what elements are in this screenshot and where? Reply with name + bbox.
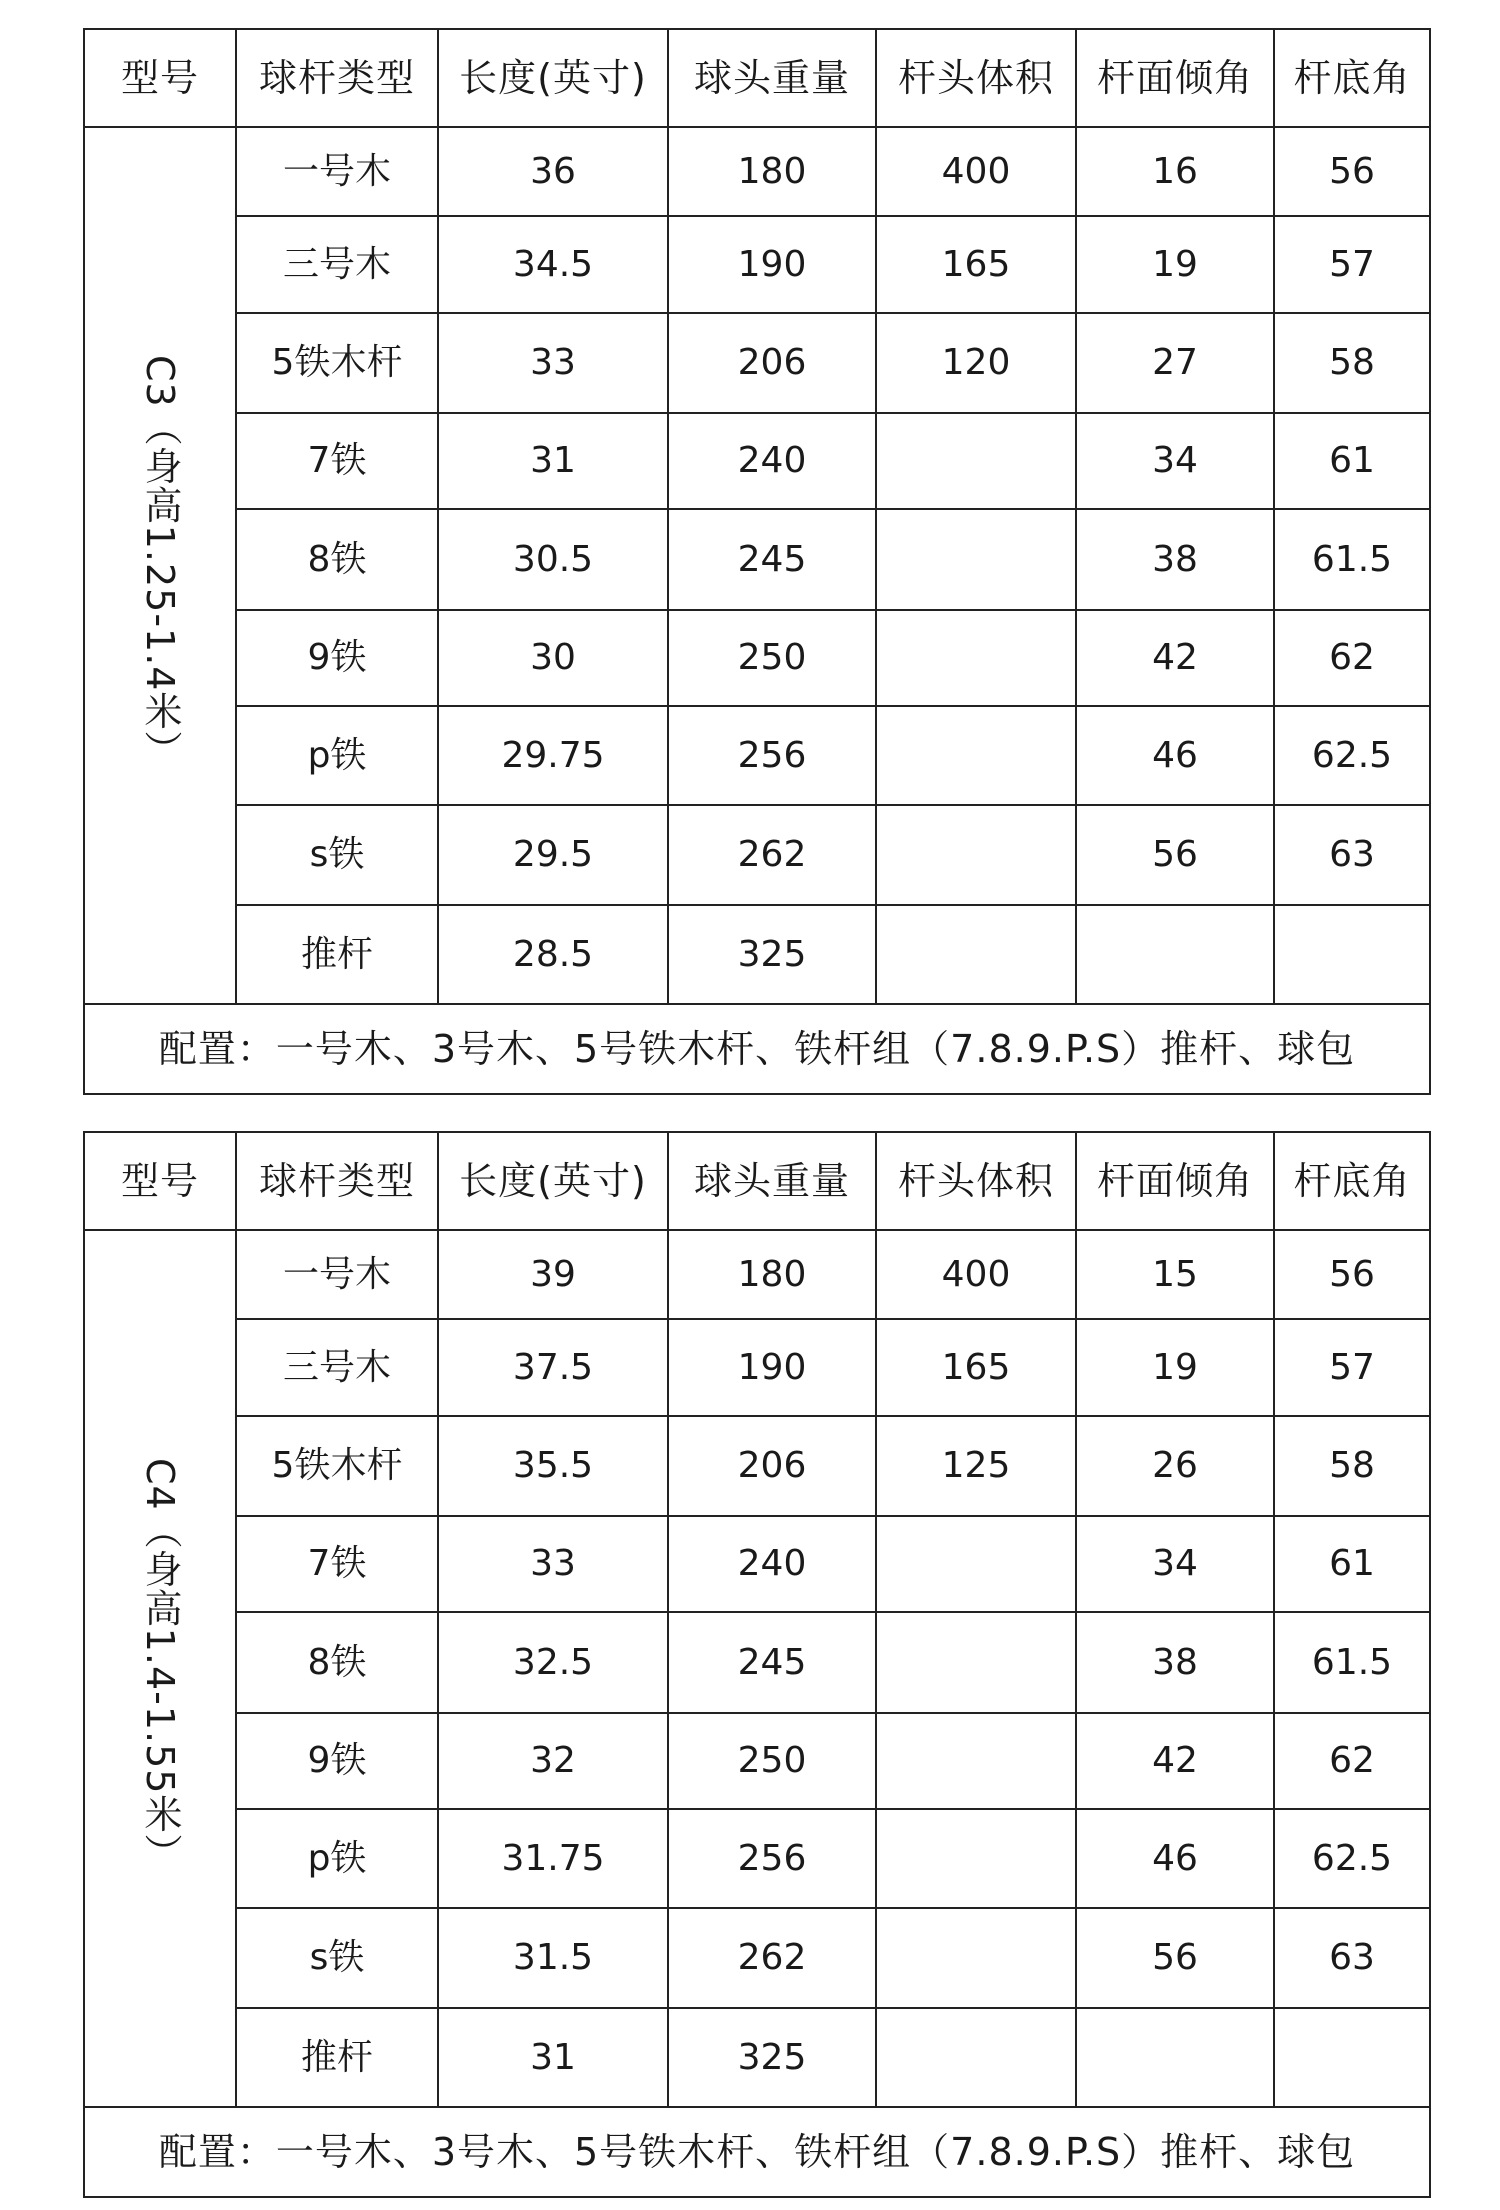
head-weight-cell: 180	[668, 1230, 876, 1319]
table-row	[84, 905, 1430, 1004]
table-row	[84, 2008, 1430, 2107]
loft-cell: 26	[1076, 1416, 1274, 1516]
table-row	[84, 127, 1430, 216]
spec-table-c4	[83, 1131, 1431, 2198]
loft-cell: 38	[1076, 1612, 1274, 1713]
length-cell: 30	[438, 610, 668, 706]
length-cell: 33	[438, 313, 668, 413]
club-type-cell: 一号木	[236, 127, 438, 216]
length-cell: 32.5	[438, 1612, 668, 1713]
head-weight-cell: 262	[668, 1908, 876, 2008]
table-row	[84, 413, 1430, 509]
head-weight-cell: 325	[668, 2008, 876, 2107]
lie-cell: 58	[1274, 313, 1430, 413]
loft-cell: 16	[1076, 127, 1274, 216]
table-row	[84, 1612, 1430, 1713]
length-cell: 36	[438, 127, 668, 216]
loft-cell: 56	[1076, 1908, 1274, 2008]
loft-cell: 42	[1076, 1713, 1274, 1809]
config-text: 配置：一号木、3号木、5号铁木杆、铁杆组（7.8.9.P.S）推杆、球包	[84, 2107, 1430, 2197]
header-lie: 杆底角	[1274, 29, 1430, 127]
table-row	[84, 805, 1430, 905]
loft-cell: 34	[1076, 1516, 1274, 1612]
model-cell	[84, 1230, 236, 2107]
loft-cell: 34	[1076, 413, 1274, 509]
header-head-volume: 杆头体积	[876, 1132, 1076, 1230]
table-row	[84, 1416, 1430, 1516]
lie-cell: 61	[1274, 413, 1430, 509]
loft-cell: 27	[1076, 313, 1274, 413]
head-volume-cell: 165	[876, 216, 1076, 313]
header-length: 长度(英寸)	[438, 1132, 668, 1230]
head-weight-cell: 250	[668, 1713, 876, 1809]
head-weight-cell: 240	[668, 1516, 876, 1612]
length-cell: 39	[438, 1230, 668, 1319]
length-cell: 31	[438, 413, 668, 509]
model-label: C3（身高1.25-1.4米）	[138, 354, 182, 770]
header-loft: 杆面倾角	[1076, 1132, 1274, 1230]
model-label: C4（身高1.4-1.55米）	[138, 1457, 182, 1873]
club-type-cell: 三号木	[236, 216, 438, 313]
lie-cell	[1274, 2008, 1430, 2107]
lie-cell: 61	[1274, 1516, 1430, 1612]
config-row	[84, 1004, 1430, 1094]
head-volume-cell	[876, 2008, 1076, 2107]
length-cell: 31.75	[438, 1809, 668, 1908]
lie-cell: 57	[1274, 216, 1430, 313]
head-volume-cell: 120	[876, 313, 1076, 413]
head-weight-cell: 190	[668, 216, 876, 313]
table-row	[84, 1230, 1430, 1319]
club-type-cell: 推杆	[236, 905, 438, 1004]
lie-cell: 63	[1274, 1908, 1430, 2008]
head-volume-cell	[876, 1516, 1076, 1612]
head-volume-cell: 400	[876, 1230, 1076, 1319]
head-weight-cell: 190	[668, 1319, 876, 1416]
lie-cell: 62	[1274, 610, 1430, 706]
lie-cell: 62.5	[1274, 1809, 1430, 1908]
head-weight-cell: 325	[668, 905, 876, 1004]
loft-cell: 46	[1076, 1809, 1274, 1908]
head-weight-cell: 245	[668, 1612, 876, 1713]
head-volume-cell	[876, 805, 1076, 905]
length-cell: 31	[438, 2008, 668, 2107]
table-row	[84, 216, 1430, 313]
table-row	[84, 1809, 1430, 1908]
lie-cell: 61.5	[1274, 509, 1430, 610]
club-type-cell: 8铁	[236, 1612, 438, 1713]
spec-table-c3	[83, 28, 1431, 1095]
head-volume-cell	[876, 1713, 1076, 1809]
club-type-cell: 7铁	[236, 413, 438, 509]
header-length: 长度(英寸)	[438, 29, 668, 127]
lie-cell: 56	[1274, 127, 1430, 216]
length-cell: 37.5	[438, 1319, 668, 1416]
club-type-cell: 推杆	[236, 2008, 438, 2107]
lie-cell	[1274, 905, 1430, 1004]
head-weight-cell: 206	[668, 1416, 876, 1516]
table-row	[84, 610, 1430, 706]
length-cell: 32	[438, 1713, 668, 1809]
config-text: 配置：一号木、3号木、5号铁木杆、铁杆组（7.8.9.P.S）推杆、球包	[84, 1004, 1430, 1094]
head-volume-cell: 400	[876, 127, 1076, 216]
head-volume-cell	[876, 706, 1076, 805]
head-volume-cell	[876, 905, 1076, 1004]
club-type-cell: 8铁	[236, 509, 438, 610]
table-row	[84, 1516, 1430, 1612]
header-loft: 杆面倾角	[1076, 29, 1274, 127]
length-cell: 30.5	[438, 509, 668, 610]
club-type-cell: s铁	[236, 805, 438, 905]
club-type-cell: 7铁	[236, 1516, 438, 1612]
header-model: 型号	[84, 29, 236, 127]
loft-cell	[1076, 2008, 1274, 2107]
club-type-cell: 5铁木杆	[236, 1416, 438, 1516]
header-row	[84, 1132, 1430, 1230]
loft-cell: 42	[1076, 610, 1274, 706]
length-cell: 34.5	[438, 216, 668, 313]
table-row	[84, 1908, 1430, 2008]
header-head-volume: 杆头体积	[876, 29, 1076, 127]
head-volume-cell	[876, 1612, 1076, 1713]
club-type-cell: p铁	[236, 706, 438, 805]
lie-cell: 57	[1274, 1319, 1430, 1416]
lie-cell: 62	[1274, 1713, 1430, 1809]
head-weight-cell: 206	[668, 313, 876, 413]
lie-cell: 63	[1274, 805, 1430, 905]
table-row	[84, 1713, 1430, 1809]
club-type-cell: 9铁	[236, 1713, 438, 1809]
head-volume-cell	[876, 1908, 1076, 2008]
head-weight-cell: 250	[668, 610, 876, 706]
club-type-cell: 5铁木杆	[236, 313, 438, 413]
head-weight-cell: 256	[668, 706, 876, 805]
lie-cell: 58	[1274, 1416, 1430, 1516]
head-weight-cell: 256	[668, 1809, 876, 1908]
loft-cell: 38	[1076, 509, 1274, 610]
head-volume-cell	[876, 610, 1076, 706]
table-row	[84, 509, 1430, 610]
header-club-type: 球杆类型	[236, 1132, 438, 1230]
lie-cell: 56	[1274, 1230, 1430, 1319]
length-cell: 29.5	[438, 805, 668, 905]
length-cell: 31.5	[438, 1908, 668, 2008]
table-row	[84, 1319, 1430, 1416]
length-cell: 33	[438, 1516, 668, 1612]
head-volume-cell	[876, 1809, 1076, 1908]
length-cell: 35.5	[438, 1416, 668, 1516]
loft-cell	[1076, 905, 1274, 1004]
config-row	[84, 2107, 1430, 2197]
header-head-weight: 球头重量	[668, 1132, 876, 1230]
lie-cell: 61.5	[1274, 1612, 1430, 1713]
loft-cell: 19	[1076, 216, 1274, 313]
header-model: 型号	[84, 1132, 236, 1230]
head-volume-cell	[876, 413, 1076, 509]
club-type-cell: p铁	[236, 1809, 438, 1908]
table-row	[84, 706, 1430, 805]
head-volume-cell	[876, 509, 1076, 610]
model-cell	[84, 127, 236, 1004]
header-head-weight: 球头重量	[668, 29, 876, 127]
head-weight-cell: 245	[668, 509, 876, 610]
loft-cell: 15	[1076, 1230, 1274, 1319]
head-volume-cell: 125	[876, 1416, 1076, 1516]
length-cell: 29.75	[438, 706, 668, 805]
head-weight-cell: 240	[668, 413, 876, 509]
lie-cell: 62.5	[1274, 706, 1430, 805]
header-lie: 杆底角	[1274, 1132, 1430, 1230]
header-row	[84, 29, 1430, 127]
loft-cell: 56	[1076, 805, 1274, 905]
head-weight-cell: 180	[668, 127, 876, 216]
header-club-type: 球杆类型	[236, 29, 438, 127]
head-volume-cell: 165	[876, 1319, 1076, 1416]
loft-cell: 19	[1076, 1319, 1274, 1416]
club-type-cell: s铁	[236, 1908, 438, 2008]
head-weight-cell: 262	[668, 805, 876, 905]
club-type-cell: 三号木	[236, 1319, 438, 1416]
table-row	[84, 313, 1430, 413]
length-cell: 28.5	[438, 905, 668, 1004]
club-type-cell: 9铁	[236, 610, 438, 706]
club-type-cell: 一号木	[236, 1230, 438, 1319]
loft-cell: 46	[1076, 706, 1274, 805]
